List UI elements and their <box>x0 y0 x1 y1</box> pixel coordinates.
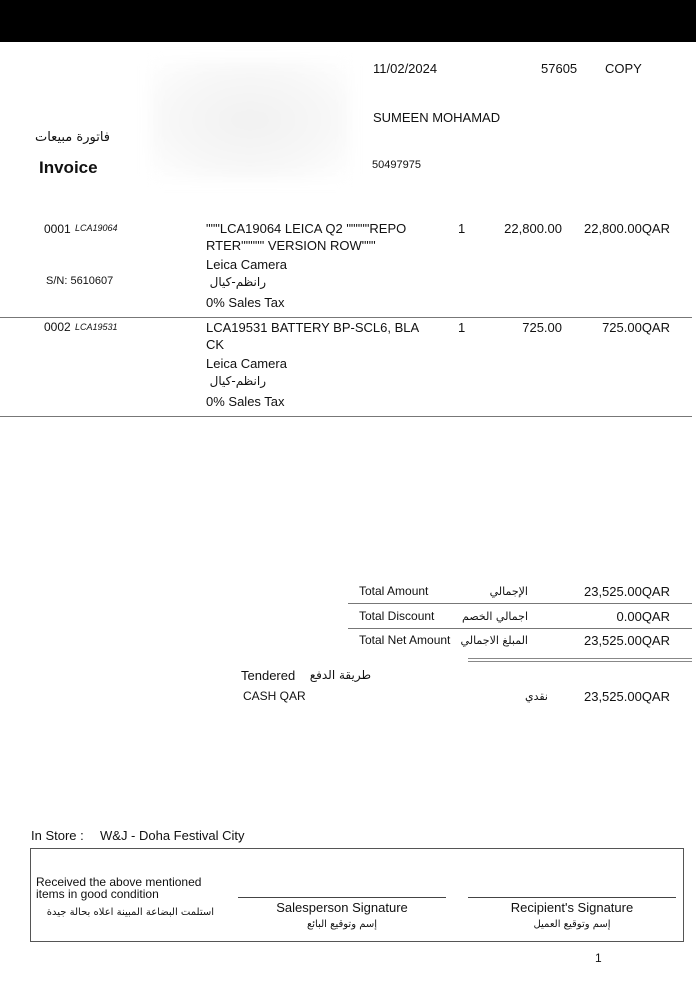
total-discount-label: Total Discount <box>359 609 435 623</box>
row-divider <box>0 317 692 318</box>
recipient-signature-line <box>468 897 676 898</box>
item-code: LCA19531 <box>75 322 118 332</box>
tendered-label-ar: طريقة الدفع <box>309 668 371 682</box>
total-amount-value: 23,525.00QAR <box>583 584 670 599</box>
tendered-label: Tendered <box>241 668 296 683</box>
line-number: 0001 <box>44 222 71 236</box>
recipient-signature-label: Recipient's Signature <box>510 900 634 915</box>
item-tax: 0% Sales Tax <box>206 295 285 310</box>
customer-phone: 50497975 <box>372 159 421 171</box>
customer-name: SUMEEN MOHAMAD <box>373 110 501 125</box>
salesperson-signature-line <box>238 897 446 898</box>
line-number: 0002 <box>44 320 71 334</box>
payment-method-ar: نقدي <box>524 690 548 703</box>
item-total: 725.00QAR <box>602 320 670 335</box>
net-amount-label-ar: المبلغ الاجمالي <box>460 634 528 647</box>
item-price: 22,800.00 <box>504 221 562 236</box>
item-total: 22,800.00QAR <box>583 221 670 236</box>
row-divider <box>0 416 692 417</box>
item-brand-ar: رانظم-كيال <box>209 374 266 388</box>
item-price: 725.00 <box>522 320 562 335</box>
salesperson-signature-label-ar: إسم وتوقيع البائع <box>306 919 378 930</box>
item-serial: S/N: 5610607 <box>46 275 114 287</box>
salesperson-signature-label: Salesperson Signature <box>276 900 408 915</box>
store-label: In Store : <box>31 828 84 843</box>
totals-double-line <box>468 661 692 662</box>
item-description-line1: LCA19531 BATTERY BP-SCL6, BLA <box>206 320 420 335</box>
totals-divider <box>348 603 692 604</box>
net-amount-label: Total Net Amount <box>359 633 451 647</box>
invoice-number: 57605 <box>541 61 578 76</box>
item-qty: 1 <box>458 221 466 236</box>
total-discount-label-ar: اجمالي الخصم <box>462 610 528 623</box>
redacted-area <box>150 60 350 180</box>
received-text-ar: استلمت البضاعة المبينة اعلاه بحالة جيدة <box>46 907 214 918</box>
item-code: LCA19064 <box>75 223 118 233</box>
item-qty: 1 <box>458 320 466 335</box>
total-amount-label: Total Amount <box>359 584 429 598</box>
total-discount-value: 0.00QAR <box>616 609 670 624</box>
top-black-bar <box>0 0 696 42</box>
item-tax: 0% Sales Tax <box>206 394 285 409</box>
invoice-date: 11/02/2024 <box>373 61 438 76</box>
payment-method: CASH QAR <box>243 689 306 703</box>
totals-divider <box>348 628 692 629</box>
net-amount-value: 23,525.00QAR <box>583 633 670 648</box>
page-number: 1 <box>595 951 602 965</box>
item-description-line1: """LCA19064 LEICA Q2 """""REPO <box>206 221 407 236</box>
item-brand-ar: رانظم-كيال <box>209 275 266 289</box>
item-brand: Leica Camera <box>206 356 287 371</box>
item-brand: Leica Camera <box>206 257 287 272</box>
item-description-line2: CK <box>206 337 225 352</box>
total-amount-label-ar: الإجمالي <box>489 585 528 598</box>
received-text-line2: items in good condition <box>36 887 159 901</box>
recipient-signature-label-ar: إسم وتوقيع العميل <box>533 919 611 930</box>
invoice-title-ar: فاتورة مبيعات <box>34 130 110 145</box>
totals-double-line <box>468 658 692 659</box>
received-text-line1: Received the above mentioned <box>36 875 202 889</box>
item-description-line2: RTER""""" VERSION ROW""" <box>206 238 376 253</box>
copy-label: COPY <box>605 61 642 76</box>
payment-amount: 23,525.00QAR <box>583 689 670 704</box>
invoice-title: Invoice <box>39 158 98 177</box>
store-name: W&J - Doha Festival City <box>100 828 245 843</box>
